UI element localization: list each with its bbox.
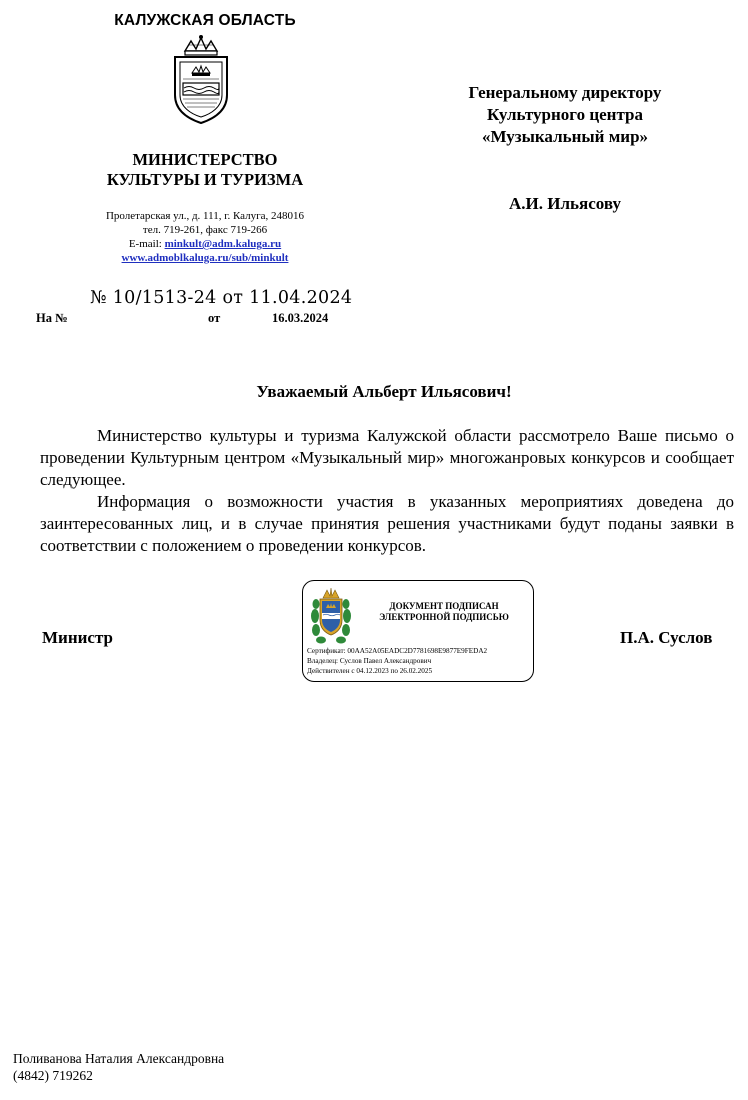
email-link[interactable]: minkult@adm.kaluga.ru: [164, 238, 282, 250]
reply-date: 16.03.2024: [272, 311, 329, 325]
addressee-block: [420, 82, 710, 148]
reply-from-label: от: [208, 311, 221, 325]
executor-phone: (4842) 719262: [13, 1068, 93, 1083]
ministry-name-line1: МИНИСТЕРСТВО: [132, 150, 278, 169]
ministry-name: [40, 150, 370, 190]
ministry-name-line2: КУЛЬТУРЫ И ТУРИЗМА: [106, 170, 304, 189]
addressee-name: А.И. Ильясову: [509, 194, 621, 213]
stamp-owner: Владелец: Суслов Павел Александрович: [307, 656, 432, 665]
salutation: Уважаемый Альберт Ильясович!: [256, 382, 512, 401]
ministry-website-line: [40, 251, 370, 265]
letter-paragraph-2: Информация о возможности участия в указанных мероприятиях доведена до заинтересованных лиц, и в случае принятия решения участниками будут поданы заявки в соответствии с положением о проведении конкурсов.: [40, 492, 734, 555]
ministry-phones: тел. 719-261, факс 719-266: [142, 224, 268, 236]
stamp-validity: Действителен с 04.12.2023 по 26.02.2025: [307, 666, 433, 675]
coat-of-arms-icon: [163, 33, 239, 125]
addressee-line2: Культурного центра: [487, 105, 643, 124]
executor-name: Поливанова Наталия Александровна: [13, 1051, 225, 1066]
stamp-title-line1: ДОКУМЕНТ ПОДПИСАН: [389, 601, 499, 611]
letter-paragraph-1: Министерство культуры и туризма Калужской области рассмотрело Ваше письмо о проведении Культурным центром «Музыкальный мир» многожанровых конкурсов и сообщает следующее.: [40, 426, 734, 489]
signatory-name: П.А. Суслов: [620, 628, 713, 647]
stamp-title-line2: ЭЛЕКТРОННОЙ ПОДПИСЬЮ: [379, 612, 509, 622]
electronic-signature-stamp: [302, 580, 534, 682]
stamp-title: [359, 601, 529, 623]
signatory-role: Министр: [42, 628, 113, 647]
letter-body: [40, 425, 734, 557]
ministry-contacts: [40, 209, 370, 265]
region-title: КАЛУЖСКАЯ ОБЛАСТЬ: [114, 12, 296, 29]
website-link[interactable]: www.admoblkaluga.ru/sub/minkult: [121, 252, 289, 264]
email-label: E-mail:: [128, 238, 165, 250]
stamp-coat-of-arms-icon: [309, 586, 353, 646]
addressee-line1: Генеральному директору: [468, 83, 662, 102]
addressee-line3: «Музыкальный мир»: [481, 127, 649, 146]
ministry-address: Пролетарская ул., д. 111, г. Калуга, 248016: [105, 210, 305, 222]
reply-to-label: На №: [36, 311, 68, 325]
stamp-details: [307, 647, 533, 676]
ministry-email-line: [40, 237, 370, 251]
executor-info: [13, 1050, 224, 1084]
stamp-certificate: Сертификат: 00AA52A05EADC2D7781698E9877E9FEDA2: [307, 647, 488, 655]
registration-number: № 10/1513-24 от 11.04.2024: [90, 288, 353, 308]
